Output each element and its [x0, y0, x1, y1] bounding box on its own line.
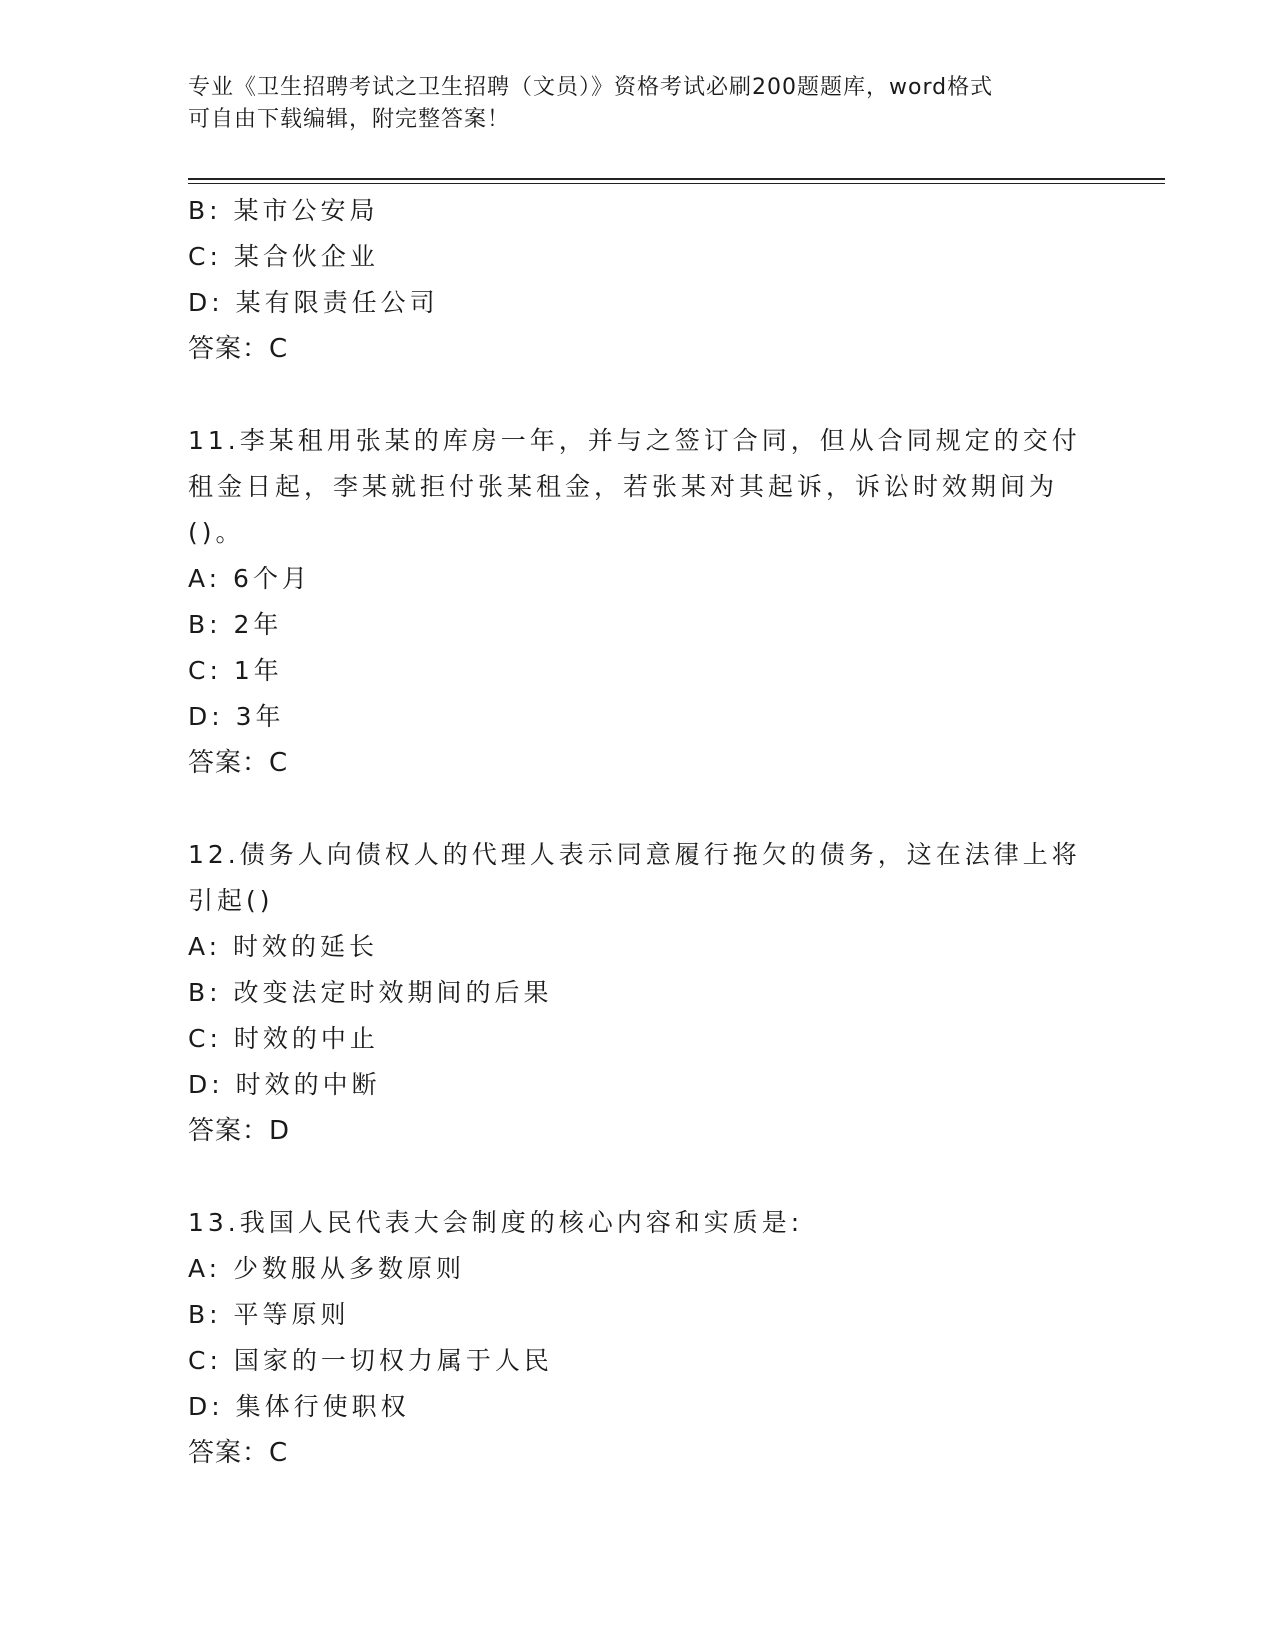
answer: 答案：D [188, 1116, 291, 1146]
question-stem: 引起() [188, 886, 274, 915]
question-stem: ()。 [188, 518, 245, 547]
option-b: B: 某市公安局 [188, 196, 379, 225]
option-c: C: 某合伙企业 [188, 242, 379, 271]
question-list [188, 188, 1088, 1476]
header-divider [188, 178, 1165, 184]
question-stem: 租金日起，李某就拒付张某租金，若张某对其起诉，诉讼时效期间为 [188, 472, 1059, 501]
question-13 [188, 1200, 1088, 1476]
option-b: B: 改变法定时效期间的后果 [188, 978, 553, 1007]
header-title-line-2: 可自由下载编辑，附完整答案！ [188, 107, 511, 132]
option-b: B: 2年 [188, 610, 283, 639]
spacer [188, 786, 1088, 832]
spacer [188, 1154, 1088, 1200]
option-a: A: 少数服从多数原则 [188, 1254, 466, 1283]
question-11 [188, 418, 1088, 786]
question-12 [188, 832, 1088, 1154]
header-title-line-1: 专业《卫生招聘考试之卫生招聘（文员）》资格考试必刷200题题库，word格式 [188, 75, 994, 100]
option-d: D: 时效的中断 [188, 1070, 381, 1099]
option-c: C: 国家的一切权力属于人民 [188, 1346, 553, 1375]
option-d: D: 3年 [188, 702, 285, 731]
question-10-tail [188, 188, 1088, 372]
option-c: C: 1年 [188, 656, 283, 685]
question-stem: 11.李某租用张某的库房一年，并与之签订合同，但从合同规定的交付 [188, 426, 1081, 455]
option-d: D: 集体行使职权 [188, 1392, 410, 1421]
answer: 答案：C [188, 748, 289, 778]
page-header [188, 72, 1088, 136]
option-c: C: 时效的中止 [188, 1024, 379, 1053]
spacer [188, 372, 1088, 418]
option-d: D: 某有限责任公司 [188, 288, 439, 317]
answer: 答案：C [188, 1438, 289, 1468]
option-b: B: 平等原则 [188, 1300, 350, 1329]
option-a: A: 6个月 [188, 564, 311, 593]
question-stem: 12.债务人向债权人的代理人表示同意履行拖欠的债务，这在法律上将 [188, 840, 1081, 869]
option-a: A: 时效的延长 [188, 932, 379, 961]
question-stem: 13.我国人民代表大会制度的核心内容和实质是: [188, 1208, 804, 1237]
answer: 答案：C [188, 334, 289, 364]
